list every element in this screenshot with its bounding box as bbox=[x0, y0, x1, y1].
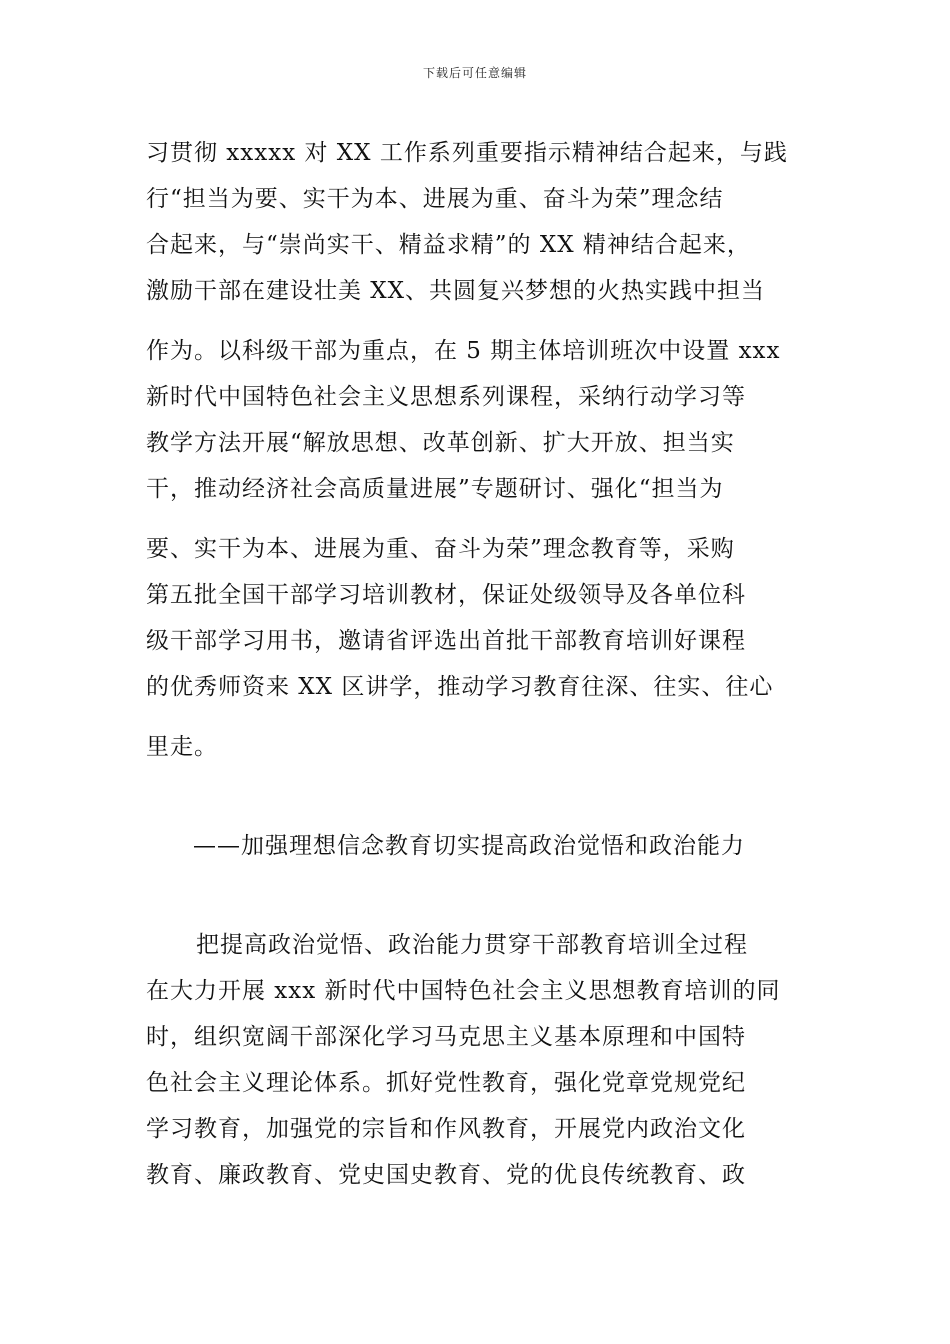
text-line: 第五批全国干部学习培训教材，保证处级领导及各单位科 bbox=[146, 582, 746, 608]
text-line: 色社会主义理论体系。抓好党性教育，强化党章党规党纪 bbox=[146, 1070, 746, 1096]
text-line: 教学方法开展“解放思想、改革创新、扩大开放、担当实 bbox=[146, 430, 735, 456]
text-line: 的优秀师资来 XX 区讲学，推动学习教育往深、往实、往心 bbox=[146, 674, 774, 700]
text-line: 教育、廉政教育、党史国史教育、党的优良传统教育、政 bbox=[146, 1162, 746, 1188]
text-line: 新时代中国特色社会主义思想系列课程，采纳行动学习等 bbox=[146, 384, 746, 410]
text-line: 合起来，与“崇尚实干、精益求精”的 XX 精神结合起来， bbox=[146, 232, 751, 258]
text-line: 级干部学习用书，邀请省评选出首批干部教育培训好课程 bbox=[146, 628, 746, 654]
text-line: 在大力开展 xxx 新时代中国特色社会主义思想教育培训的同 bbox=[146, 978, 781, 1004]
text-line: 干，推动经济社会高质量进展”专题研讨、强化“担当为 bbox=[146, 476, 724, 502]
text-line: 行“担当为要、实干为本、进展为重、奋斗为荣”理念结 bbox=[146, 186, 724, 212]
text-line: 把提高政治觉悟、政治能力贯穿干部教育培训全过程 bbox=[196, 932, 748, 958]
text-line: 时，组织宽阔干部深化学习马克思主义基本原理和中国特 bbox=[146, 1024, 746, 1050]
section-heading: ——加强理想信念教育切实提高政治觉悟和政治能力 bbox=[193, 833, 745, 859]
text-line: 里走。 bbox=[146, 734, 218, 760]
page-header-note: 下载后可任意编辑 bbox=[422, 66, 527, 80]
text-line: 学习教育，加强党的宗旨和作风教育，开展党内政治文化 bbox=[146, 1116, 746, 1142]
text-line: 要、实干为本、进展为重、奋斗为荣”理念教育等，采购 bbox=[146, 536, 735, 562]
text-line: 习贯彻 xxxxx 对 XX 工作系列重要指示精神结合起来，与践 bbox=[146, 140, 788, 166]
text-line: 激励干部在建设壮美 XX、共圆复兴梦想的火热实践中担当 bbox=[146, 278, 766, 304]
text-line: 作为。以科级干部为重点，在 5 期主体培训班次中设置 xxx bbox=[146, 338, 781, 364]
